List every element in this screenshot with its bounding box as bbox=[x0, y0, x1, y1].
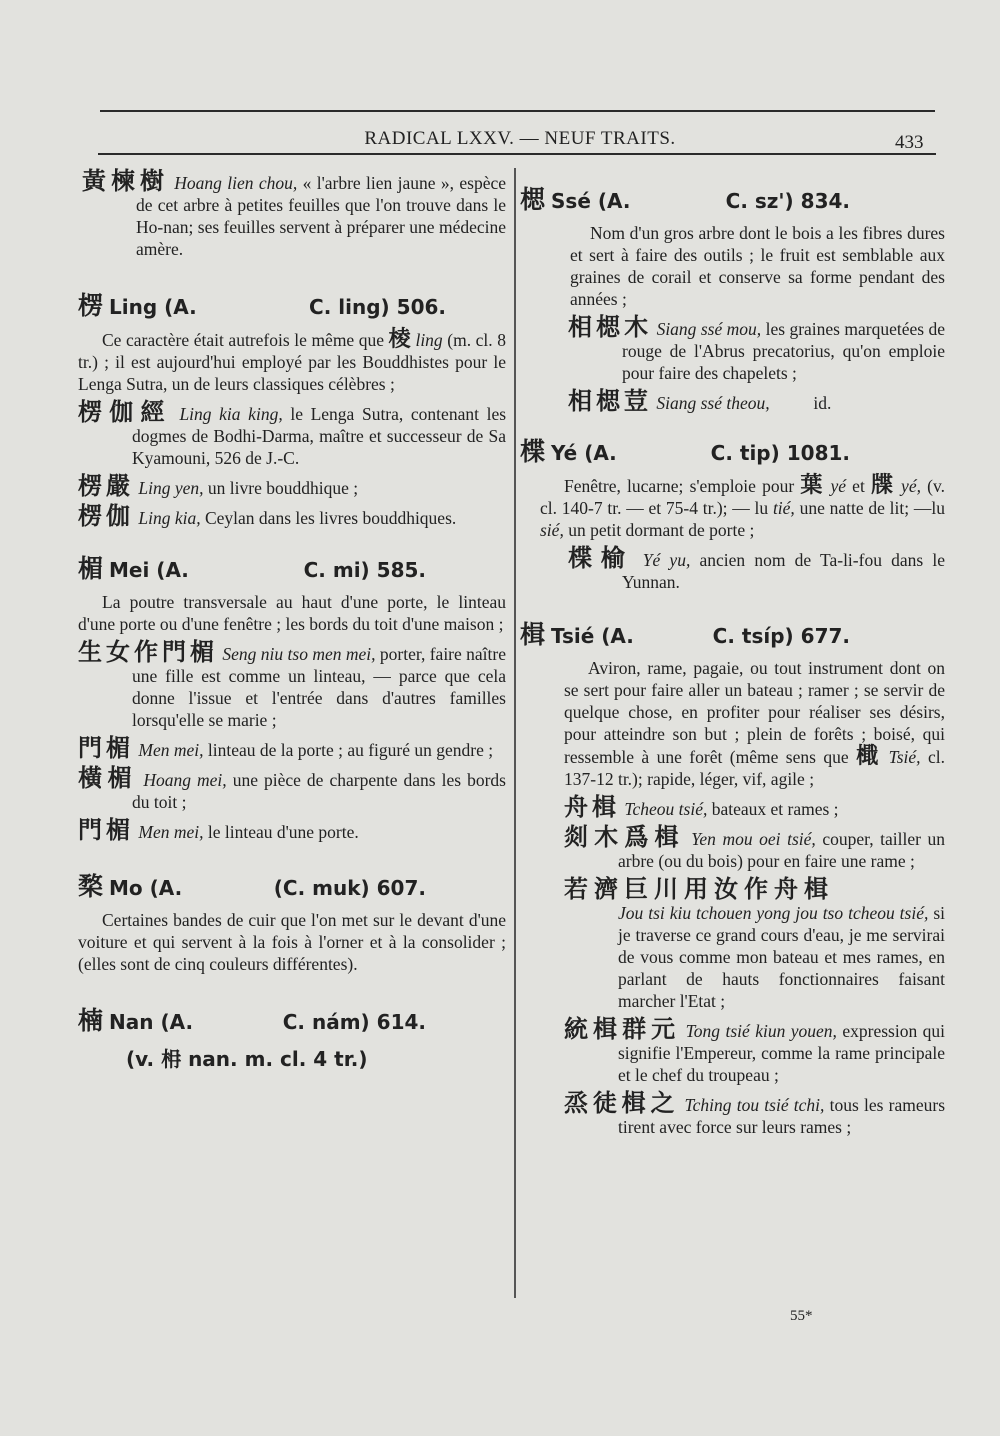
romanization: Jou tsi kiu tchouen yong jou tso tcheou tsié, bbox=[618, 903, 929, 923]
definition: ancien nom de Ta-li-fou dans le Yunnan. bbox=[622, 550, 945, 592]
headword-mandarin: Ling (A. bbox=[109, 295, 197, 319]
entry-ye bbox=[520, 432, 945, 593]
compound bbox=[520, 312, 946, 384]
inline-hanzi: 棱 bbox=[388, 326, 411, 352]
intro-line bbox=[78, 166, 506, 260]
headword-mandarin: Yé (A. bbox=[551, 441, 617, 465]
headword-hanzi: 楣 bbox=[78, 554, 104, 583]
page-number: 433 bbox=[895, 132, 924, 153]
romanization: Hoang lien chou, bbox=[174, 173, 298, 193]
headword-hanzi: 楒 bbox=[520, 185, 546, 214]
definition: expression qui signifie l'Empereur, comme la rame principale et le chef du troupeau ; bbox=[618, 1021, 946, 1085]
hanzi: 剡木爲楫 bbox=[564, 822, 685, 851]
headword-cantonese: C. mi) 585. bbox=[303, 558, 426, 582]
hanzi: 相楒荳 bbox=[568, 386, 652, 415]
definition bbox=[520, 474, 945, 541]
hanzi: 生女作門楣 bbox=[78, 637, 219, 666]
hanzi: 門楣 bbox=[78, 733, 134, 762]
romanization: sié, bbox=[540, 520, 564, 540]
romanization: Ling kia, bbox=[138, 508, 201, 528]
entry-heading bbox=[78, 1001, 506, 1037]
definition: couper, tailler un arbre (ou du bois) pour en faire une rame ; bbox=[618, 829, 946, 871]
romanization: Men mei, bbox=[138, 740, 204, 760]
romanization: Yen mou oei tsié, bbox=[691, 829, 816, 849]
compound bbox=[520, 1014, 946, 1086]
hanzi: 烝徒楫之 bbox=[564, 1088, 680, 1117]
compound bbox=[520, 874, 945, 1012]
entry-intro bbox=[78, 166, 506, 260]
definition: Ceylan dans les livres bouddhiques. bbox=[200, 508, 457, 528]
definition: une pièce de charpente dans les bords du toit ; bbox=[132, 770, 506, 812]
entry-mo bbox=[78, 867, 506, 975]
romanization: yé, bbox=[901, 476, 921, 496]
romanization: Seng niu tso men mei, bbox=[222, 644, 376, 664]
hanzi: 楞嚴 bbox=[78, 471, 134, 500]
definition: le linteau d'une porte. bbox=[203, 822, 359, 842]
definition-part: et bbox=[845, 476, 872, 496]
compound bbox=[520, 386, 945, 415]
compound bbox=[78, 501, 506, 530]
romanization: Siang ssé theou, bbox=[656, 393, 770, 413]
definition-part: un petit dormant de porte ; bbox=[563, 520, 755, 540]
romanization: Ling kia king, bbox=[179, 404, 283, 424]
definition: Certaines bandes de cuir que l'on met sur le devant d'une voiture et qui servent à la fois à l'orner et à la consolider ; (elles sont de cinq couleurs différentes). bbox=[78, 910, 506, 974]
inline-hanzi: 檝 bbox=[856, 743, 882, 769]
column-divider bbox=[514, 168, 516, 1298]
entry-heading bbox=[78, 867, 506, 903]
entry-heading bbox=[520, 180, 945, 216]
definition-part: Aviron, rame, pagaie, ou tout instrument dont on se sert pour faire aller un bateau ; ramer ; se servir de quelque chose, en profiter pour réaliser ses désirs, pour atteindre son but ; plein de forêts ; boisé, qui ressemble à une forêt (même sens que bbox=[564, 658, 945, 767]
hanzi: 門楣 bbox=[78, 815, 134, 844]
headword-cantonese: C. tsíp) 677. bbox=[712, 624, 850, 648]
entry-tsie bbox=[520, 615, 945, 1138]
romanization: yé bbox=[830, 476, 846, 496]
headword-cantonese: (C. muk) 607. bbox=[273, 876, 426, 900]
definition-part: (m. cl. 8 tr.) ; il est aujourd'hui employé par les Bouddhistes pour le Lenga Sutra, un de leurs classiques célèbres ; bbox=[78, 330, 507, 394]
definition: un livre bouddhique ; bbox=[203, 478, 359, 498]
definition-part: une natte de lit; —lu bbox=[794, 498, 945, 518]
compound bbox=[78, 637, 506, 731]
hanzi: 若濟巨川用汝作舟楫 bbox=[564, 874, 834, 903]
definition-part: Ce caractère était autrefois le même que bbox=[102, 330, 389, 350]
definition: « l'arbre lien jaune », espèce de cet arbre à petites feuilles que l'on trouve dans le Ho-nan; ses feuilles servent à préparer une médecine amère. bbox=[136, 173, 506, 259]
definition: Nom d'un gros arbre dont le bois a les fibres dures et sert à faire des outils ; le fruit est semblable aux graines de corail et conserve sa forme pendant des années ; bbox=[570, 223, 945, 309]
right-column bbox=[520, 170, 945, 1138]
entry-ling bbox=[78, 286, 506, 529]
definition-part: cl. 137-12 tr.); rapide, léger, vif, agile ; bbox=[564, 747, 945, 789]
romanization: tié, bbox=[772, 498, 795, 518]
inline-hanzi: 葉 bbox=[800, 472, 825, 498]
romanization: Yé yu, bbox=[642, 550, 691, 570]
compound bbox=[78, 815, 506, 844]
headword-hanzi: 楞 bbox=[78, 291, 104, 320]
compound bbox=[78, 471, 506, 500]
entry-nan bbox=[78, 1001, 506, 1072]
headword-mandarin: Mei (A. bbox=[109, 558, 189, 582]
romanization: Tong tsié kiun youen, bbox=[685, 1021, 837, 1041]
definition bbox=[520, 657, 945, 790]
compound bbox=[78, 733, 506, 762]
romanization: Siang ssé mou, bbox=[656, 319, 762, 339]
headword-cantonese: C. tip) 1081. bbox=[710, 441, 850, 465]
definition: linteau de la porte ; au figuré un gendre ; bbox=[203, 740, 494, 760]
entry-heading bbox=[520, 432, 945, 468]
running-header: RADICAL LXXV. — NEUF TRAITS. bbox=[364, 128, 676, 149]
definition: si je traverse ce grand cours d'eau, je me servirai de vous comme mon bateau et mes rames, en parlant de hauts fonctionnaires faisant marcher l'Etat ; bbox=[618, 903, 945, 1011]
hanzi: 黃楝樹 bbox=[82, 166, 169, 195]
definition: porter, faire naître une fille est comme un linteau, — parce que cela donne l'issue et l'entrée dans d'autres familles lorsqu'elle se marie ; bbox=[132, 644, 506, 730]
entry-heading bbox=[78, 549, 506, 585]
romanization: Hoang mei, bbox=[143, 770, 227, 790]
definition: bateaux et rames ; bbox=[707, 799, 839, 819]
headword-hanzi: 楪 bbox=[520, 437, 546, 466]
inline-hanzi: 牒 bbox=[871, 472, 895, 498]
definition: tous les rameurs tirent avec force sur leurs rames ; bbox=[618, 1095, 946, 1137]
compound bbox=[520, 1088, 946, 1138]
romanization: Tching tou tsié tchi, bbox=[684, 1095, 825, 1115]
compound bbox=[78, 397, 507, 469]
entry-mei bbox=[78, 549, 506, 843]
compound bbox=[78, 763, 506, 813]
cross-reference: (v. 枏 nan. m. cl. 4 tr.) bbox=[126, 1047, 368, 1071]
romanization: Tsié, bbox=[888, 747, 921, 767]
headword-mandarin: Mo (A. bbox=[109, 876, 183, 900]
definition: les graines marquetées de rouge de l'Abrus precatorius, qu'on emploie pour faire des chapelets ; bbox=[622, 319, 946, 383]
compound bbox=[520, 822, 946, 872]
hanzi: 相楒木 bbox=[568, 312, 653, 341]
headword-mandarin: Nan (A. bbox=[109, 1010, 194, 1034]
definition: id. bbox=[769, 393, 832, 413]
header-rule bbox=[98, 153, 936, 155]
hanzi: 橫楣 bbox=[78, 763, 138, 792]
hanzi: 舟楫 bbox=[564, 792, 620, 821]
definition-part: Fenêtre, lucarne; s'emploie pour bbox=[564, 476, 801, 496]
headword-cantonese: C. ling) 506. bbox=[309, 295, 446, 319]
headword-hanzi: 楘 bbox=[78, 872, 104, 901]
entry-heading bbox=[78, 286, 506, 322]
headword-mandarin: Tsié (A. bbox=[551, 624, 634, 648]
left-column bbox=[78, 166, 507, 1072]
top-rule bbox=[100, 110, 935, 112]
definition-part: (v. cl. 140-7 tr. — et 75-4 tr.); — lu bbox=[540, 476, 945, 518]
headword-hanzi: 楠 bbox=[78, 1006, 104, 1035]
definition bbox=[78, 328, 506, 395]
compound bbox=[520, 543, 945, 593]
headword-mandarin: Ssé (A. bbox=[551, 189, 631, 213]
romanization: Tcheou tsié, bbox=[624, 799, 708, 819]
entry-sse bbox=[520, 180, 945, 414]
headword-cantonese: C. sz') 834. bbox=[725, 189, 850, 213]
entry-heading bbox=[520, 615, 945, 651]
romanization: ling bbox=[415, 330, 443, 350]
compound bbox=[520, 792, 945, 821]
headword-hanzi: 楫 bbox=[520, 620, 546, 649]
signature-mark: 55* bbox=[790, 1308, 813, 1324]
hanzi: 楞伽 bbox=[78, 501, 134, 530]
romanization: Ling yen, bbox=[138, 478, 204, 498]
hanzi: 楞伽經 bbox=[78, 397, 172, 426]
romanization: Men mei, bbox=[138, 822, 204, 842]
hanzi: 楪榆 bbox=[568, 543, 634, 572]
hanzi: 統楫群元 bbox=[564, 1014, 681, 1043]
definition: La poutre transversale au haut d'une porte, le linteau d'une porte ou d'une fenêtre ; les bords du toit d'une maison ; bbox=[78, 592, 506, 634]
headword-cantonese: C. nám) 614. bbox=[282, 1010, 426, 1034]
definition: le Lenga Sutra, contenant les dogmes de Bodhi-Darma, maître et successeur de Sa Kyamouni, 526 de J.-C. bbox=[132, 404, 507, 468]
